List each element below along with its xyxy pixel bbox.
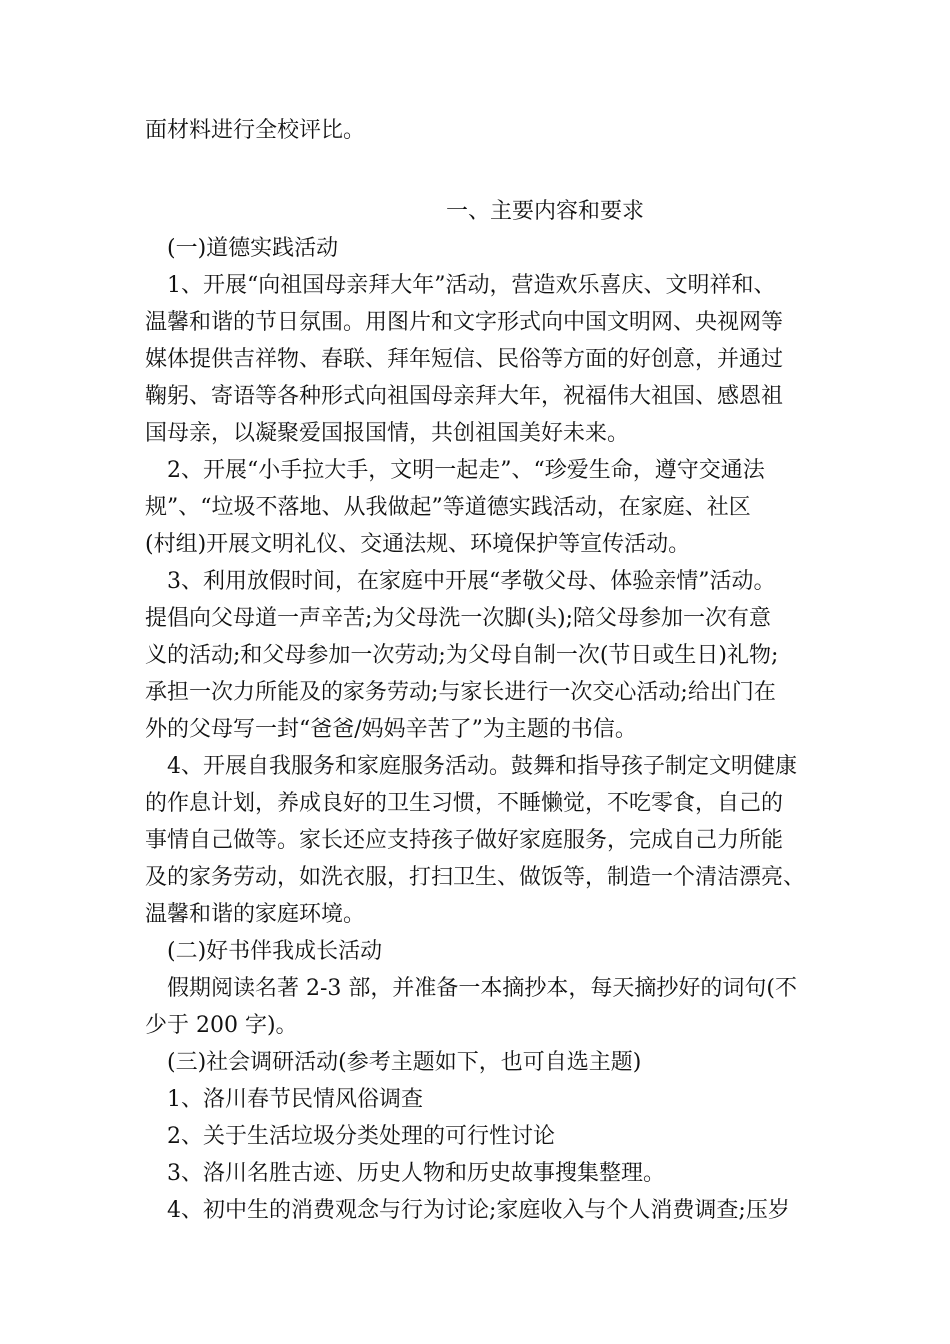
paragraph-line: 2、开展“小手拉大手，文明一起走”、“珍爱生命，遵守交通法 <box>167 458 765 483</box>
paragraph-line: 假期阅读名著 2-3 部，并准备一本摘抄本，每天摘抄好的词句(不 <box>167 976 797 1001</box>
subsection-heading: (二)好书伴我成长活动 <box>167 939 383 964</box>
paragraph-line: 义的活动;和父母参加一次劳动;为父母自制一次(节日或生日)礼物; <box>145 643 779 668</box>
paragraph-line: 面材料进行全校评比。 <box>145 118 366 143</box>
paragraph-line: 外的父母写一封“爸爸/妈妈辛苦了”为主题的书信。 <box>145 717 637 742</box>
paragraph-line: 国母亲，以凝聚爱国报国情，共创祖国美好未来。 <box>145 421 630 446</box>
section-heading: 一、主要内容和要求 <box>445 199 644 224</box>
paragraph-line: 媒体提供吉祥物、春联、拜年短信、民俗等方面的好创意，并通过 <box>145 347 784 372</box>
paragraph-line: 1、开展“向祖国母亲拜大年”活动，营造欢乐喜庆、文明祥和、 <box>167 273 776 298</box>
subsection-heading: (一)道德实践活动 <box>167 236 339 261</box>
document-body <box>145 112 825 1229</box>
section-spacer <box>145 149 825 193</box>
paragraph-line: 的作息计划，养成良好的卫生习惯，不睡懒觉，不吃零食，自己的 <box>145 791 784 816</box>
paragraph-line: 温馨和谐的节日氛围。用图片和文字形式向中国文明网、央视网等 <box>145 310 784 335</box>
list-item: 3、洛川名胜古迹、历史人物和历史故事搜集整理。 <box>167 1161 665 1186</box>
subsection-heading: (三)社会调研活动(参考主题如下，也可自选主题) <box>167 1050 642 1075</box>
paragraph-line: 承担一次力所能及的家务劳动;与家长进行一次交心活动;给出门在 <box>145 680 776 705</box>
paragraph-line: (村组)开展文明礼仪、交通法规、环境保护等宣传活动。 <box>145 532 691 557</box>
paragraph-line: 事情自己做等。家长还应支持孩子做好家庭服务，完成自己力所能 <box>145 828 784 853</box>
paragraph-line: 鞠躬、寄语等各种形式向祖国母亲拜大年，祝福伟大祖国、感恩祖 <box>145 384 784 409</box>
paragraph-line: 4、开展自我服务和家庭服务活动。鼓舞和指导孩子制定文明健康 <box>167 754 797 779</box>
paragraph-line: 及的家务劳动，如洗衣服，打扫卫生、做饭等，制造一个清洁漂亮、 <box>145 865 806 890</box>
paragraph-line: 温馨和谐的家庭环境。 <box>145 902 366 927</box>
list-item: 1、洛川春节民情风俗调查 <box>167 1087 423 1112</box>
paragraph-line: 3、利用放假时间，在家庭中开展“孝敬父母、体验亲情”活动。 <box>167 569 776 594</box>
paragraph-line: 提倡向父母道一声辛苦;为父母洗一次脚(头);陪父母参加一次有意 <box>145 606 771 631</box>
list-item: 2、关于生活垃圾分类处理的可行性讨论 <box>167 1124 555 1149</box>
list-item: 4、初中生的消费观念与行为讨论;家庭收入与个人消费调查;压岁 <box>167 1198 790 1223</box>
paragraph-line: 规”、“垃圾不落地、从我做起”等道德实践活动，在家庭、社区 <box>145 495 751 520</box>
paragraph-line: 少于 200 字)。 <box>145 1013 298 1038</box>
